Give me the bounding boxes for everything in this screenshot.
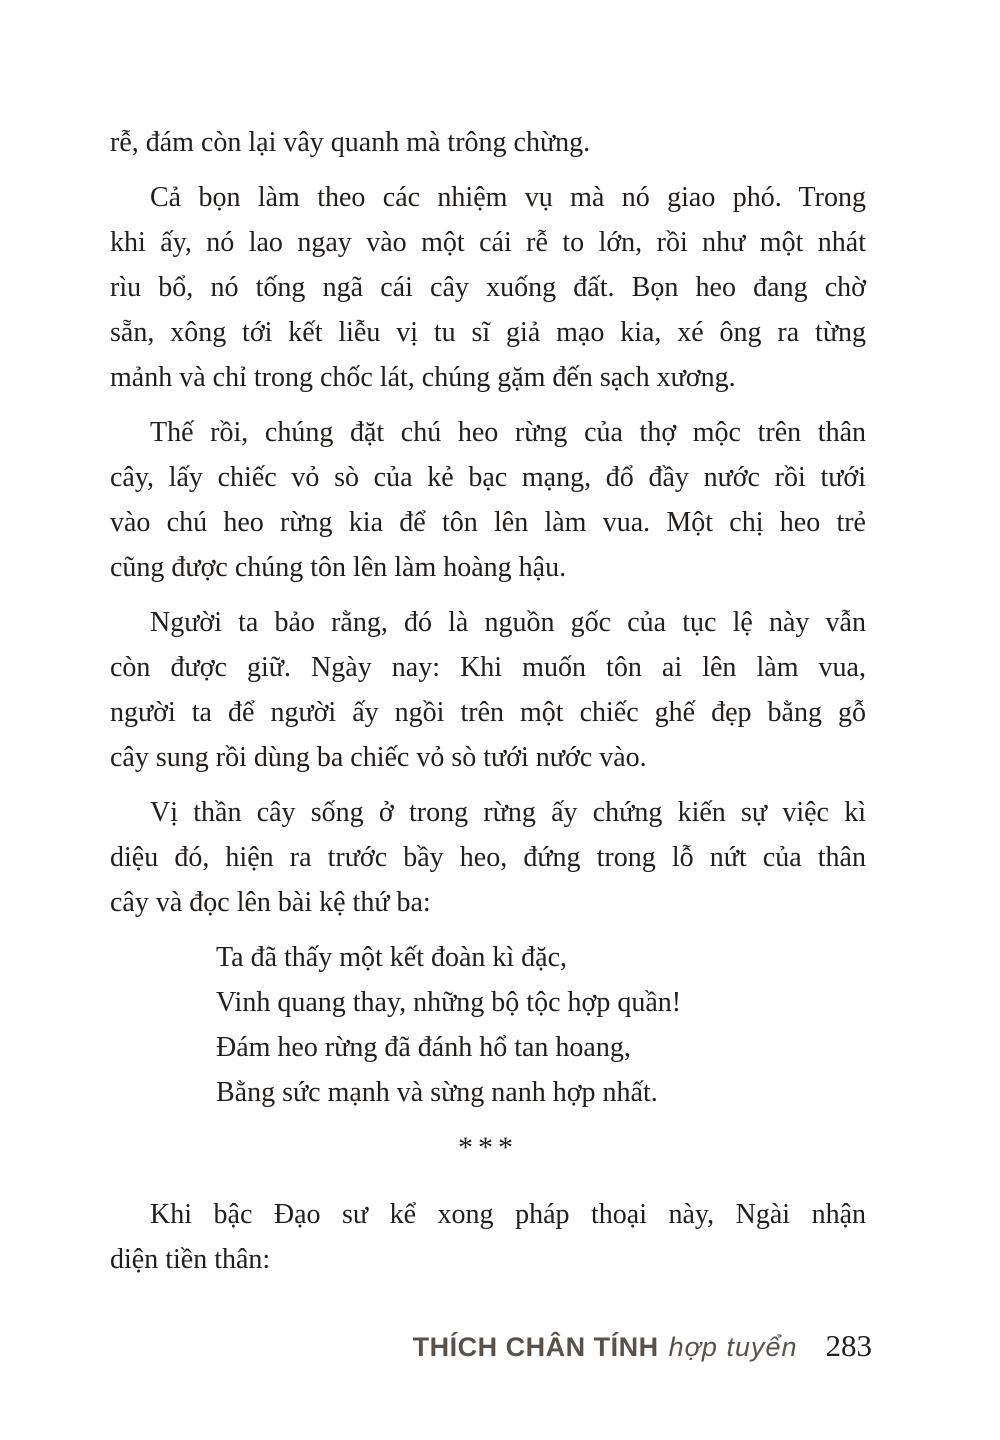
- text-line: diện tiền thân:: [110, 1244, 271, 1275]
- verse-block: [110, 935, 866, 1115]
- text-line: rễ, đám còn lại vây quanh mà trông chừng.: [110, 127, 591, 158]
- paragraph: [110, 600, 866, 780]
- text-line: Thế rồi, chúng đặt chú heo rừng của thợ mộc trên thân: [150, 417, 866, 448]
- verse-line: Vinh quang thay, những bộ tộc hợp quần!: [216, 987, 682, 1018]
- section-separator: ***: [458, 1131, 518, 1164]
- text-line: vào chú heo rừng kia để tôn lên làm vua. Một chị heo trẻ: [110, 507, 866, 538]
- text-line: rìu bổ, nó tống ngã cái cây xuống đất. Bọn heo đang chờ: [110, 272, 866, 303]
- footer-collection-title: hợp tuyển: [668, 1332, 798, 1362]
- text-line: mảnh và chỉ trong chốc lát, chúng gặm đến sạch xương.: [110, 362, 736, 393]
- verse-line: Ta đã thấy một kết đoàn kì đặc,: [216, 942, 568, 973]
- text-line: cây sung rồi dùng ba chiếc vỏ sò tưới nước vào.: [110, 742, 647, 773]
- text-line: Người ta bảo rằng, đó là nguồn gốc của tục lệ này vẫn: [150, 607, 866, 638]
- paragraph: [110, 410, 866, 590]
- text-line: sẵn, xông tới kết liễu vị tu sĩ giả mạo kia, xé ông ra từng: [110, 317, 866, 348]
- text-line: còn được giữ. Ngày nay: Khi muốn tôn ai lên làm vua,: [110, 652, 866, 683]
- text-line: Vị thần cây sống ở trong rừng ấy chứng kiến sự việc kì: [150, 797, 866, 828]
- text-line: khi ấy, nó lao ngay vào một cái rễ to lớn, rồi như một nhát: [110, 227, 866, 258]
- text-line: cũng được chúng tôn lên làm hoàng hậu.: [110, 552, 567, 583]
- text-line: Khi bậc Đạo sư kể xong pháp thoại này, Ngài nhận: [150, 1199, 866, 1230]
- page-footer: [413, 1328, 872, 1364]
- text-line: cây và đọc lên bài kệ thứ ba:: [110, 887, 431, 918]
- page-number: 283: [825, 1328, 872, 1363]
- paragraph: [110, 1192, 866, 1282]
- text-line: người ta để người ấy ngồi trên một chiếc ghế đẹp bằng gỗ: [110, 697, 866, 728]
- footer-author: THÍCH CHÂN TÍNH: [412, 1332, 659, 1362]
- paragraph: [110, 790, 866, 925]
- verse-line: Bằng sức mạnh và sừng nanh hợp nhất.: [216, 1077, 658, 1108]
- text-line: diệu đó, hiện ra trước bầy heo, đứng trong lỗ nứt của thân: [110, 842, 866, 873]
- paragraph: [110, 175, 866, 400]
- paragraph: [110, 120, 866, 165]
- verse-line: Đám heo rừng đã đánh hổ tan hoang,: [216, 1032, 631, 1063]
- text-line: Cả bọn làm theo các nhiệm vụ mà nó giao phó. Trong: [150, 182, 866, 213]
- text-block: [110, 120, 866, 1282]
- text-line: cây, lấy chiếc vỏ sò của kẻ bạc mạng, đổ đầy nước rồi tưới: [110, 462, 866, 493]
